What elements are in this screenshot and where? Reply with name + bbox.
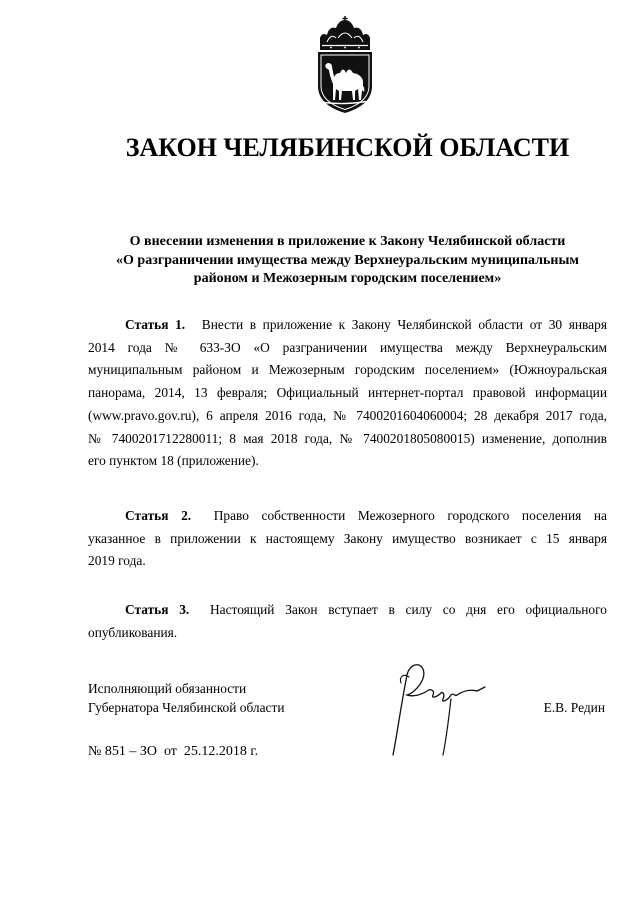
article-3-label: Статья 3.: [125, 602, 190, 617]
article-1-line: № 7400201712280011; 8 мая 2018 года, № 7400201805080015) изменение, дополнив: [88, 430, 607, 446]
article-2-line: указанное в приложении к настоящему Закону имущество возникает с 15 января: [88, 530, 607, 546]
subtitle-line: О внесении изменения в приложение к Закону Челябинской области: [129, 234, 566, 249]
signatory-position: [88, 679, 285, 717]
article-1-first-line: [88, 314, 607, 337]
article-2-label: Статья 2.: [125, 508, 192, 523]
article-1-line: (www.pravo.gov.ru), 6 апреля 2016 года, № 7400201604060004; 28 декабря 2017 года,: [88, 407, 607, 423]
article-3-first-line: [88, 599, 607, 622]
article-1: [88, 314, 607, 473]
article-2-text: Право собственности Межозерного городского поселения на: [213, 508, 607, 523]
signatory-name: Е.В. Редин: [543, 700, 605, 715]
article-1-line: муниципальным районом и Межозерным городским поселением» (Южноуральская: [88, 362, 607, 378]
article-3-text: Настоящий Закон вступает в силу со дня его официального: [210, 602, 607, 617]
subtitle-line: «О разграничении имущества между Верхнеуральским муниципальным: [116, 252, 579, 268]
handwritten-signature: [385, 655, 490, 760]
signatory-position-line: Исполняющий обязанности: [88, 681, 247, 696]
article-3-line: опубликования.: [88, 624, 178, 640]
document-title: ЗАКОН ЧЕЛЯБИНСКОЙ ОБЛАСТИ: [125, 133, 570, 162]
signatory-position-line: Губернатора Челябинской области: [88, 700, 285, 715]
article-2-first-line: [88, 505, 607, 528]
article-1-text: Внести в приложение к Закону Челябинской области от 30 января: [201, 317, 607, 332]
article-1-line: его пунктом 18 (приложение).: [88, 453, 259, 469]
article-3: [88, 599, 607, 644]
article-2: [88, 505, 607, 573]
article-1-line: 2014 года № 633-ЗО «О разграничении имущества между Верхнеуральским: [88, 339, 607, 355]
article-2-line: 2019 года.: [88, 553, 146, 569]
coat-of-arms-icon: [311, 16, 379, 114]
subtitle-line: районом и Межозерным городским поселением»: [193, 271, 502, 286]
article-1-line: панорама, 2014, 13 февраля; Официальный интернет-портал правовой информации: [88, 385, 607, 401]
document-subtitle: [88, 233, 607, 289]
law-number: № 851 – ЗО от 25.12.2018 г.: [88, 744, 259, 759]
article-1-label: Статья 1.: [125, 317, 186, 332]
